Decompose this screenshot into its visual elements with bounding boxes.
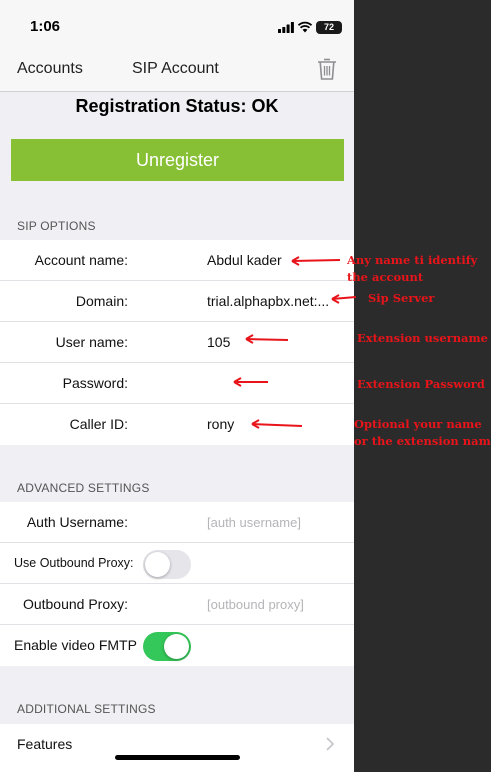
annotation-arrow-caller-id <box>250 420 304 430</box>
annotation-user-name: Extension username <box>357 331 488 345</box>
enable-video-fmtp-toggle[interactable] <box>143 632 191 661</box>
annotation-account-name-line1: Any name ti identify <box>347 253 478 267</box>
user-name-row[interactable] <box>0 322 354 363</box>
annotation-arrow-password <box>232 377 270 387</box>
battery-icon: 72 <box>316 21 342 34</box>
registration-status: Registration Status: OK <box>75 96 279 116</box>
annotation-caller-id-line1: Optional your name <box>354 417 482 431</box>
sip-options-header: SIP OPTIONS <box>17 219 96 233</box>
status-bar <box>0 0 354 48</box>
features-label: Features <box>17 736 73 752</box>
auth-username-label: Auth Username: <box>26 514 128 530</box>
caller-id-label: Caller ID: <box>69 416 128 432</box>
sip-options-group <box>0 240 354 445</box>
auth-username-input[interactable]: [auth username] <box>207 515 301 530</box>
user-name-field[interactable]: 105 <box>207 334 231 350</box>
user-name-label: User name: <box>55 334 128 350</box>
domain-row[interactable] <box>0 281 354 322</box>
wifi-icon <box>298 21 312 33</box>
signal-icon <box>278 22 294 33</box>
home-indicator <box>115 755 240 760</box>
password-row[interactable] <box>0 363 354 404</box>
use-outbound-proxy-label: Use Outbound Proxy: <box>14 556 134 570</box>
enable-video-fmtp-label: Enable video FMTP <box>14 637 137 653</box>
toggle-knob <box>164 634 189 659</box>
account-name-label: Account name: <box>34 252 128 268</box>
outbound-proxy-row[interactable] <box>0 584 354 625</box>
outbound-proxy-label: Outbound Proxy: <box>22 596 128 612</box>
status-time: 1:06 <box>30 18 61 35</box>
advanced-settings-header: ADVANCED SETTINGS <box>17 481 150 495</box>
accounts-back-button[interactable]: Accounts <box>17 60 83 77</box>
annotation-arrow-domain <box>330 294 358 304</box>
unregister-button[interactable]: Unregister <box>11 139 344 181</box>
additional-settings-group <box>0 724 354 772</box>
annotation-domain: Sip Server <box>368 291 435 305</box>
use-outbound-proxy-toggle[interactable] <box>143 550 191 579</box>
nav-bar <box>0 48 354 92</box>
domain-label: Domain: <box>75 293 128 309</box>
annotation-account-name-line2: the account <box>347 270 424 284</box>
enable-video-fmtp-row <box>0 625 354 666</box>
page-title: SIP Account <box>132 60 219 77</box>
annotation-arrow-user-name <box>244 335 290 345</box>
auth-username-row[interactable] <box>0 502 354 543</box>
advanced-settings-group <box>0 502 354 666</box>
annotation-password: Extension Password <box>357 377 485 391</box>
caller-id-field[interactable]: rony <box>207 416 235 432</box>
chevron-right-icon <box>326 737 334 751</box>
outbound-proxy-input[interactable]: [outbound proxy] <box>207 597 304 612</box>
password-label: Password: <box>62 375 128 391</box>
domain-field[interactable]: trial.alphapbx.net:... <box>207 293 330 309</box>
use-outbound-proxy-row <box>0 543 354 584</box>
additional-settings-header: ADDITIONAL SETTINGS <box>17 702 156 716</box>
annotation-caller-id-line2: or the extension nam <box>354 434 491 448</box>
trash-icon[interactable] <box>316 57 338 81</box>
toggle-knob <box>145 552 170 577</box>
annotation-arrow-account-name <box>290 256 342 266</box>
account-name-field[interactable]: Abdul kader <box>207 252 282 268</box>
